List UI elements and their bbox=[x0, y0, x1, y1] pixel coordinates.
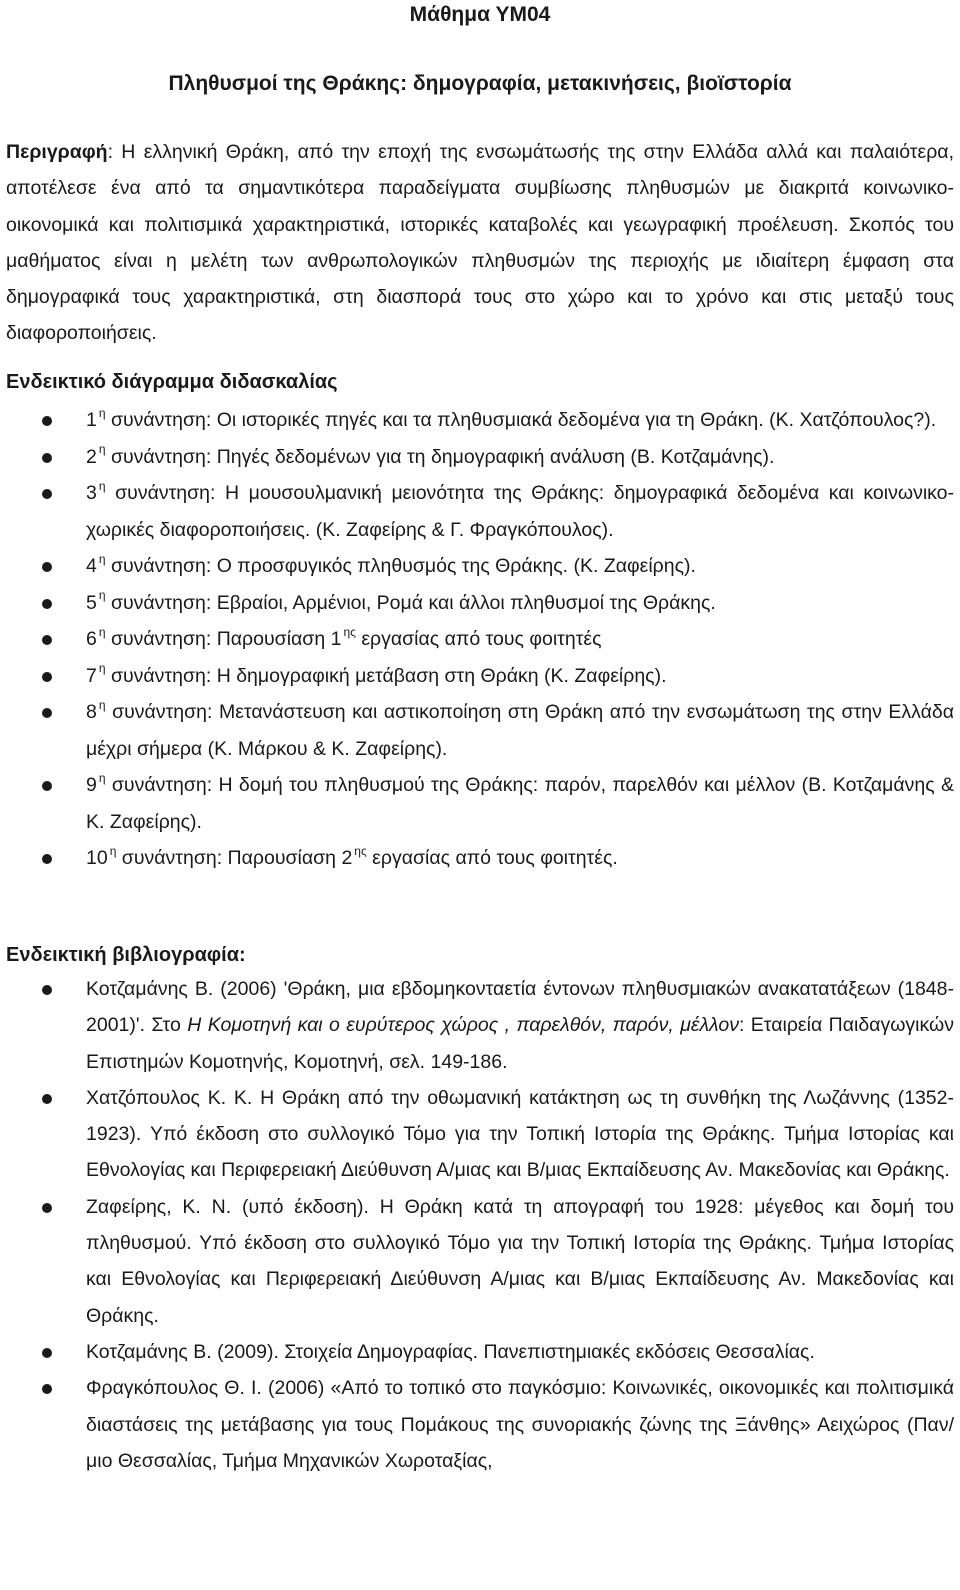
syllabus-list bbox=[0, 402, 954, 877]
bullet-dot-icon bbox=[42, 635, 52, 645]
document-subtitle: Πληθυσμοί της Θράκης: δημογραφία, μετακινήσεις, βιοϊστορία bbox=[168, 72, 792, 95]
meeting-text: συνάντηση: Οι ιστορικές πηγές και τα πληθυσμιακά δεδομένα για τη Θράκη. (Κ. Χατζόπουλος?). bbox=[105, 409, 937, 431]
meeting-number: 6 bbox=[86, 628, 97, 650]
bullet-dot-icon bbox=[42, 781, 52, 791]
meeting-number: 10 bbox=[86, 847, 108, 869]
bibliography-item bbox=[0, 1334, 954, 1370]
ordinal-suffix: η bbox=[98, 624, 106, 639]
syllabus-item bbox=[0, 439, 954, 476]
ordinal-suffix: η bbox=[98, 661, 106, 675]
bibliography-list bbox=[0, 971, 954, 1479]
meeting-number: 8 bbox=[86, 701, 97, 723]
reference-text: : Εταιρεία Παιδαγωγικών Επιστημών Κομοτηνής, Κομοτηνή, σελ. 149-186. bbox=[86, 1014, 954, 1073]
meeting-text: συνάντηση: Παρουσίαση 2 bbox=[116, 847, 353, 869]
reference-italic-title: Η Κομοτηνή και ο ευρύτερος χώρος , παρελθόν, παρόν, μέλλον bbox=[187, 1014, 739, 1037]
meeting-text: εργασίας από τους φοιτητές. bbox=[366, 847, 618, 869]
description-label: Περιγραφή bbox=[6, 141, 108, 163]
bullet-dot-icon bbox=[42, 489, 52, 499]
syllabus-item bbox=[0, 658, 954, 695]
meeting-text: συνάντηση: Μετανάστευση και αστικοποίηση στη Θράκη από την ενσωμάτωση της στην Ελλάδα μέχρι σήμερα (Κ. Μάρκου & Κ. Ζαφείρης). bbox=[86, 701, 954, 760]
ordinal-suffix: η bbox=[98, 405, 106, 420]
meeting-text: συνάντηση: Η δομή του πληθυσμού της Θράκης: παρόν, παρελθόν και μέλλον (Β. Κοτζαμάνης & Κ. Ζαφείρης). bbox=[86, 774, 954, 833]
ordinal-suffix: η bbox=[98, 551, 106, 566]
reference-text: Κοτζαμάνης Β. (2006) 'Θράκη, μια εβδομηκονταετία έντονων πληθυσμιακών ανακατατάξεων (1848-2001)'. Στο bbox=[86, 978, 954, 1037]
meeting-text: εργασίας από τους φοιτητές bbox=[355, 628, 602, 650]
bullet-dot-icon bbox=[42, 562, 52, 572]
ordinal-suffix: η bbox=[98, 697, 106, 712]
meeting-text: συνάντηση: Η δημογραφική μετάβαση στη Θράκη (Κ. Ζαφείρης). bbox=[105, 664, 667, 687]
syllabus-item bbox=[0, 840, 954, 877]
bibliography-item bbox=[0, 1370, 954, 1479]
ordinal-suffix: ης bbox=[354, 843, 367, 858]
bullet-dot-icon bbox=[42, 1203, 52, 1213]
meeting-number: 4 bbox=[86, 555, 97, 577]
bullet-dot-icon bbox=[42, 453, 52, 463]
meeting-number: 9 bbox=[86, 774, 97, 796]
syllabus-item bbox=[0, 402, 954, 439]
bullet-dot-icon bbox=[42, 854, 52, 864]
meeting-text: συνάντηση: Ο προσφυγικός πληθυσμός της Θράκης. (Κ. Ζαφείρης). bbox=[105, 555, 696, 577]
course-description bbox=[6, 134, 954, 352]
meeting-text: συνάντηση: Παρουσίαση 1 bbox=[105, 628, 342, 650]
bullet-dot-icon bbox=[42, 599, 52, 609]
syllabus-item bbox=[0, 475, 954, 548]
syllabus-item bbox=[0, 694, 954, 767]
meeting-number: 7 bbox=[86, 664, 97, 687]
meeting-number: 3 bbox=[86, 482, 97, 504]
syllabus-item bbox=[0, 621, 954, 658]
bullet-dot-icon bbox=[42, 672, 52, 682]
syllabus-item bbox=[0, 585, 954, 622]
ordinal-suffix: η bbox=[109, 843, 117, 858]
meeting-text: συνάντηση: Πηγές δεδομένων για τη δημογραφική ανάλυση (Β. Κοτζαμάνης). bbox=[105, 445, 775, 468]
meeting-number: 1 bbox=[86, 409, 97, 431]
reference-text: Χατζόπουλος Κ. Κ. Η Θράκη από την οθωμανική κατάκτηση ως τη συνθήκη της Λωζάννης (1352-1923). Υπό έκδοση στο συλλογικό Τόμο για την Τοπική Ιστορία της Θράκης. Τμήμα Ιστορίας και Εθνολογίας και Περιφερειακή Διεύθυνση Α/μιας και Β/μιας Εκπαίδευσης Αν. Μακεδονίας και Θράκης. bbox=[86, 1086, 954, 1182]
bibliography-item bbox=[0, 1080, 954, 1189]
description-text: : Η ελληνική Θράκη, από την εποχή της ενσωμάτωσής της στην Ελλάδα αλλά και παλαιότερα, αποτέλεσε ένα από τα σημαντικότερα παραδείγματα συμβίωσης πληθυσμών με διακριτά κοινωνικο-οικονομικά και πολιτισμικά χαρακτηριστικά, ιστορικές καταβολές και γεωγραφική προέλευση. Σκοπός του μαθήματος είναι η μελέτη των ανθρωπολογικών πληθυσμών της περιοχής με ιδιαίτερη έμφαση στα δημογραφικά τους χαρακτηριστικά, στη διασπορά τους στο χώρο και το χρόνο και στις μεταξύ τους διαφοροποιήσεις. bbox=[6, 141, 954, 345]
meeting-number: 2 bbox=[86, 445, 97, 468]
bullet-dot-icon bbox=[42, 708, 52, 718]
reference-text: Φραγκόπουλος Θ. Ι. (2006) «Από το τοπικό στο παγκόσμιο: Κοινωνικές, οικονομικές και πολιτισμικά διαστάσεις της μετάβασης για τους Πομάκους της συνοριακής ζώνης της Ξάνθης» Αειχώρος (Παν/μιο Θεσσαλίας, Τμήμα Μηχανικών Χωροταξίας, bbox=[86, 1377, 954, 1472]
bullet-dot-icon bbox=[42, 985, 52, 995]
bullet-dot-icon bbox=[42, 1384, 52, 1394]
ordinal-suffix: η bbox=[98, 478, 106, 493]
syllabus-item bbox=[0, 767, 954, 840]
reference-text: Κοτζαμάνης Β. (2009). Στοιχεία Δημογραφίας. Πανεπιστημιακές εκδόσεις Θεσσαλίας. bbox=[86, 1340, 815, 1363]
bullet-dot-icon bbox=[42, 1348, 52, 1358]
bibliography-heading: Ενδεικτική βιβλιογραφία: bbox=[6, 944, 246, 966]
bibliography-item bbox=[0, 1189, 954, 1334]
reference-text: Ζαφείρης, Κ. Ν. (υπό έκδοση). Η Θράκη κατά τη απογραφή του 1928: μέγεθος και δομή του πληθυσμού. Υπό έκδοση στο συλλογικό Τόμο για την Τοπική Ιστορία της Θράκης. Τμήμα Ιστορίας και Εθνολογίας και Περιφερειακή Διεύθυνση Α/μιας και Β/μιας Εκπαίδευσης Αν. Μακεδονίας και Θράκης. bbox=[86, 1195, 954, 1327]
syllabus-heading: Ενδεικτικό διάγραμμα διδασκαλίας bbox=[6, 371, 338, 393]
syllabus-item bbox=[0, 548, 954, 585]
bullet-dot-icon bbox=[42, 1094, 52, 1104]
ordinal-suffix: η bbox=[98, 442, 106, 456]
ordinal-suffix: η bbox=[98, 588, 106, 602]
document-title: Μάθημα ΥΜ04 bbox=[409, 3, 551, 26]
bullet-dot-icon bbox=[42, 416, 52, 426]
meeting-text: συνάντηση: Η μουσουλμανική μειονότητα της Θράκης: δημογραφικά δεδομένα και κοινωνικο-χωρικές διαφοροποιήσεις. (Κ. Ζαφείρης & Γ. Φραγκόπουλος). bbox=[86, 482, 954, 541]
meeting-text: συνάντηση: Εβραίοι, Αρμένιοι, Ρομά και άλλοι πληθυσμοί της Θράκης. bbox=[105, 591, 716, 614]
ordinal-suffix: η bbox=[98, 770, 106, 785]
ordinal-suffix: ης bbox=[343, 624, 356, 639]
bibliography-item bbox=[0, 971, 954, 1080]
meeting-number: 5 bbox=[86, 591, 97, 614]
